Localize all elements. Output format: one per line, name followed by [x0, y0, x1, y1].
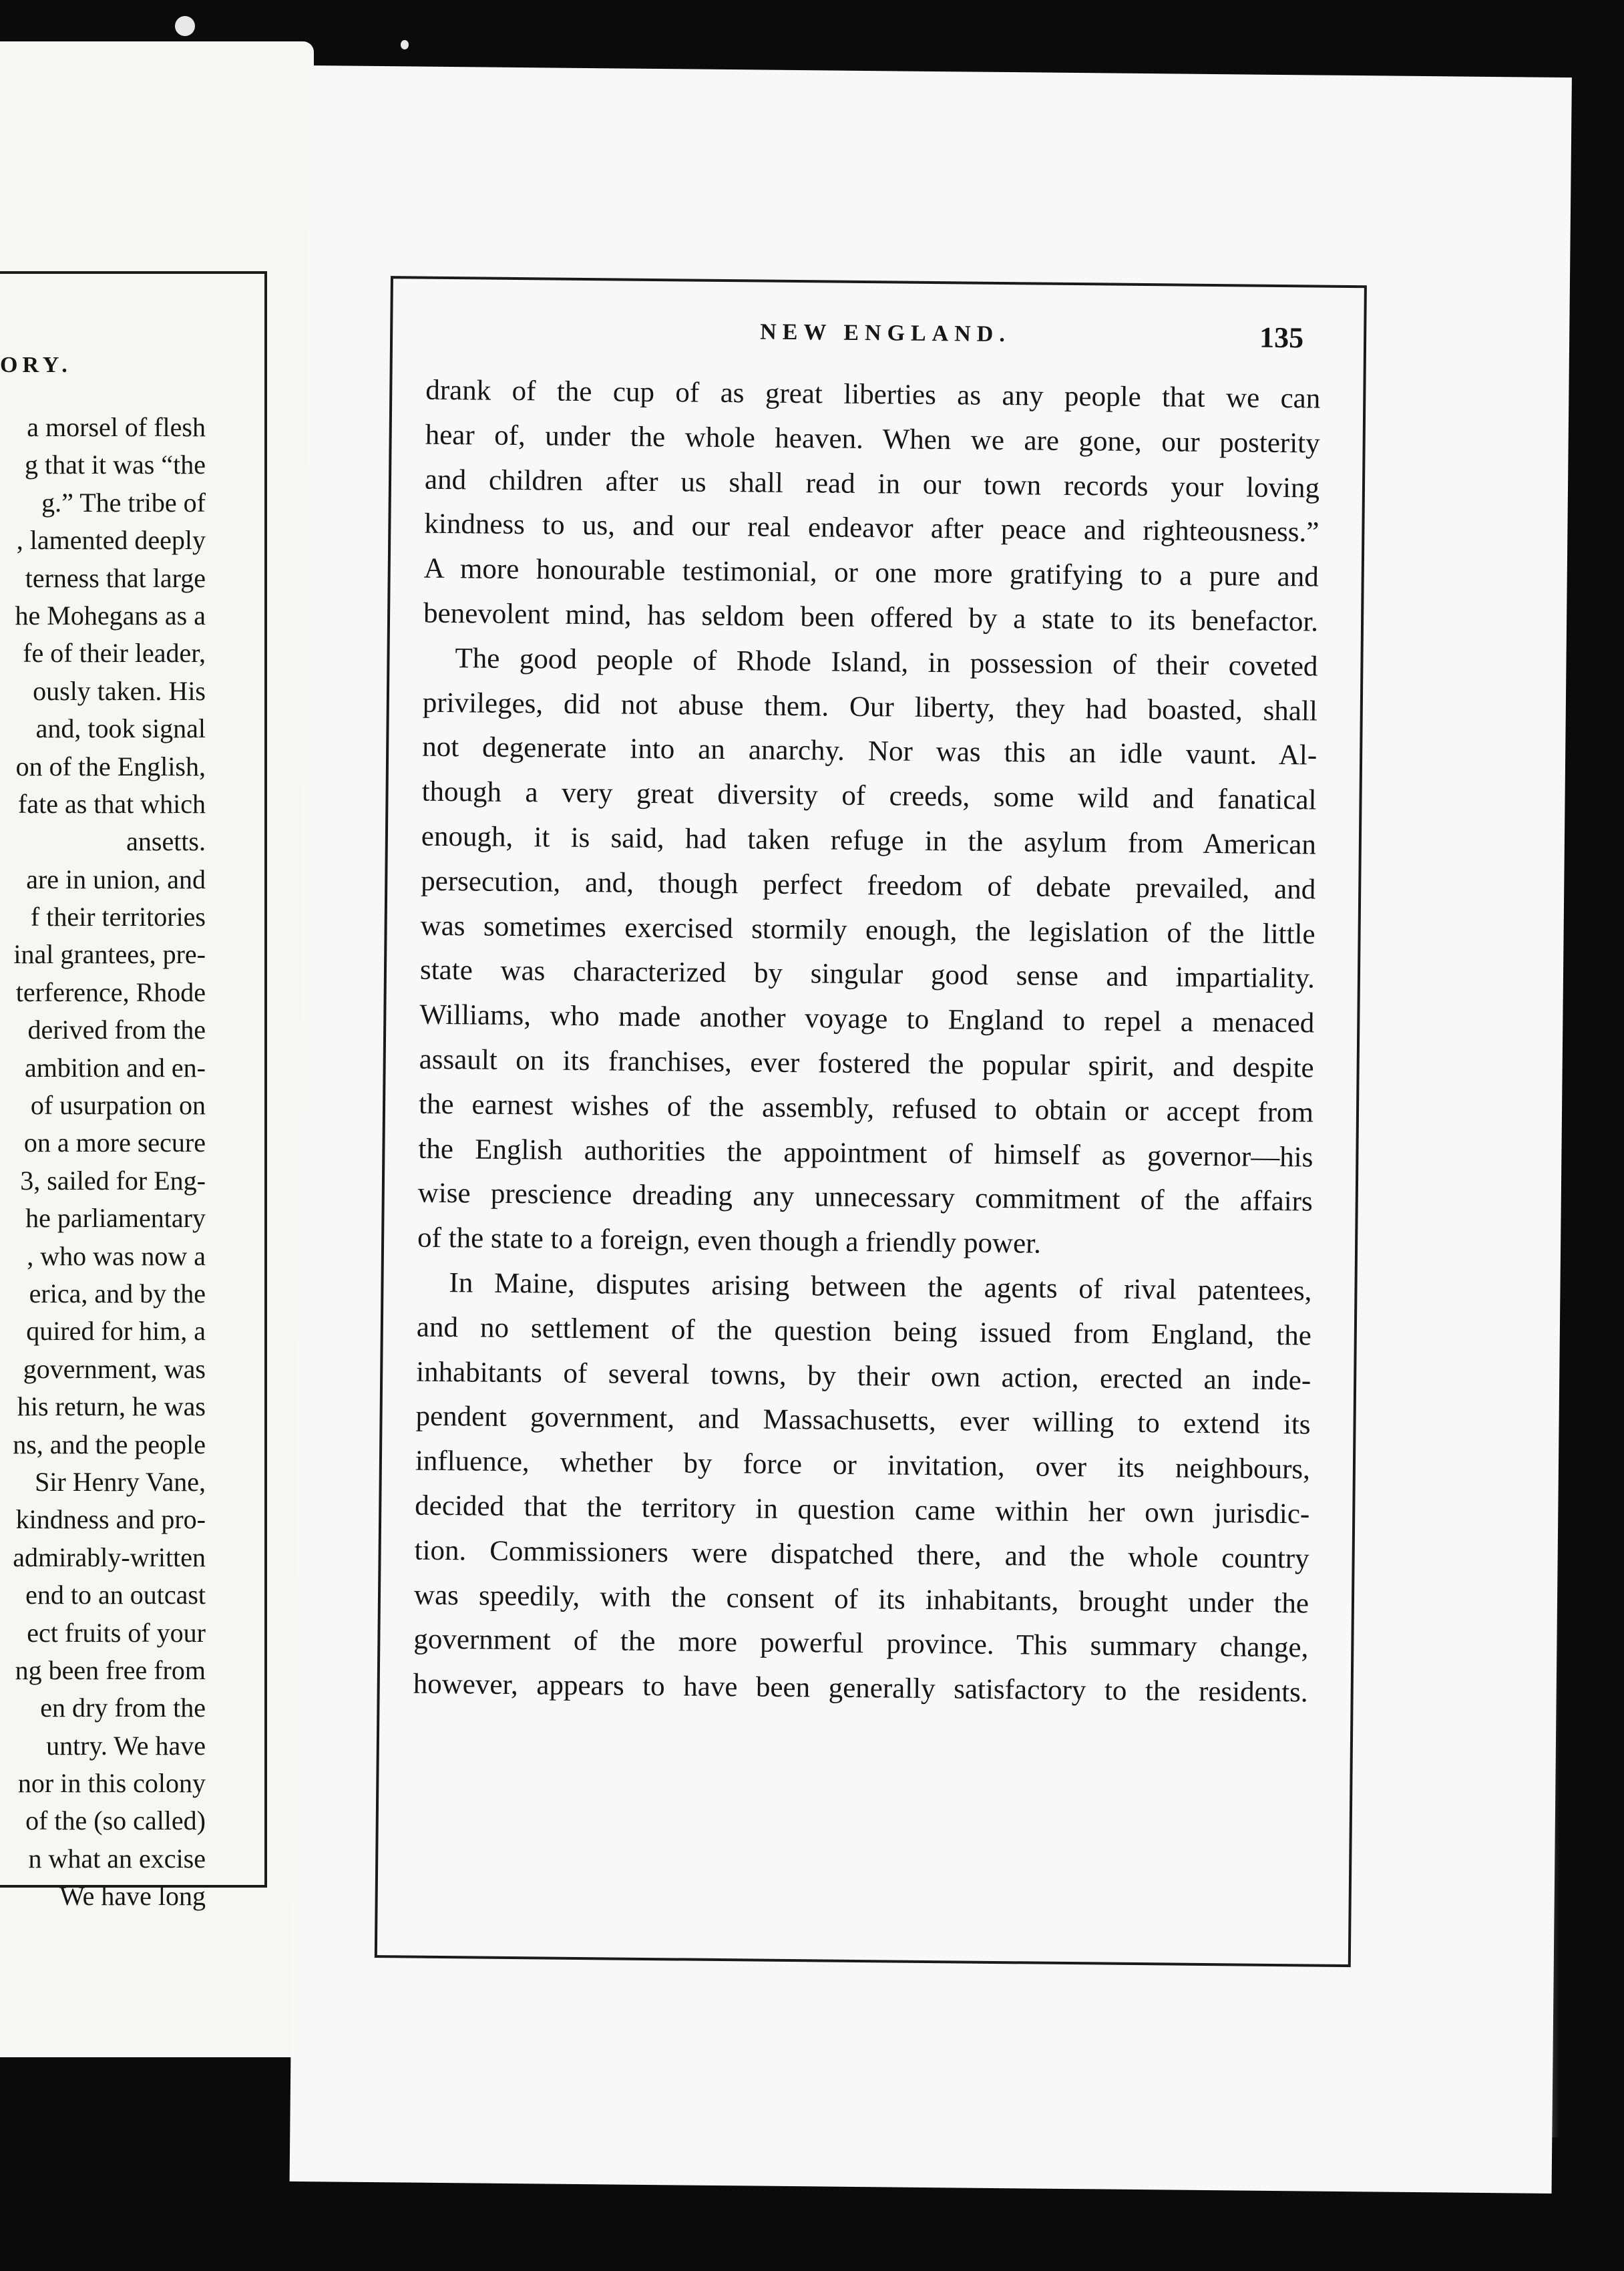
- text-line: and no settlement of the question being issued from England, the: [416, 1311, 1312, 1352]
- text-line: tion. Commissioners were dispatched there, and the whole country: [414, 1534, 1309, 1575]
- text-line: of the (so called): [25, 1805, 206, 1836]
- left-page: [0, 41, 314, 2057]
- text-line: benevolent mind, has seldom been offered by a state to its benefactor.: [423, 597, 1319, 638]
- text-line: n what an excise: [28, 1843, 206, 1874]
- text-line: hear of, under the whole heaven. When we are gone, our posterity: [425, 419, 1320, 460]
- text-line: pendent government, and Massachusetts, ever willing to extend its: [415, 1400, 1311, 1441]
- left-running-head: ORY.: [0, 353, 72, 377]
- dust-speck: [401, 40, 409, 49]
- text-line: Williams, who made another voyage to England to repel a menaced: [419, 999, 1315, 1039]
- text-line: and, took signal: [35, 713, 206, 744]
- text-line: ect fruits of your: [27, 1617, 206, 1648]
- text-line: nor in this colony: [17, 1768, 206, 1799]
- text-line: and children after us shall read in our town records your loving: [424, 464, 1320, 504]
- text-line: end to an outcast: [25, 1580, 206, 1610]
- text-line: inhabitants of several towns, by their own action, erected an inde-: [416, 1356, 1311, 1397]
- text-line: not degenerate into an anarchy. Nor was this an idle vaunt. Al-: [421, 731, 1317, 771]
- text-line: a morsel of flesh: [27, 412, 206, 442]
- text-line: enough, it is said, had taken refuge in the asylum from American: [421, 820, 1317, 861]
- text-line: ng been free from: [15, 1654, 206, 1685]
- text-line: however, appears to have been generally satisfactory to the residents.: [413, 1668, 1308, 1709]
- text-line: the English authorities the appointment of himself as governor—his: [418, 1133, 1313, 1174]
- text-line: the earnest wishes of the assembly, refused to obtain or accept from: [418, 1088, 1314, 1129]
- text-line: ously taken. His: [33, 675, 206, 706]
- text-line: government of the more powerful province. This summary change,: [413, 1623, 1309, 1664]
- text-line: , who was now a: [27, 1240, 206, 1271]
- text-line: Sir Henry Vane,: [35, 1466, 206, 1497]
- text-line: was speedily, with the consent of its inhabitants, brought under the: [413, 1579, 1309, 1619]
- text-line: ambition and en-: [24, 1052, 206, 1083]
- text-line: kindness and pro-: [15, 1504, 206, 1535]
- text-line: The good people of Rhode Island, in possession of their coveted: [455, 642, 1318, 683]
- right-page: [290, 65, 1572, 2194]
- text-line: untry. We have: [46, 1730, 206, 1761]
- text-line: derived from the: [27, 1015, 206, 1045]
- text-line: g.” The tribe of: [41, 487, 206, 518]
- text-line: his return, he was: [17, 1391, 206, 1422]
- dust-speck: [175, 16, 195, 36]
- text-line: g that it was “the: [24, 450, 206, 480]
- text-line: terference, Rhode: [15, 977, 206, 1007]
- text-line: on a more secure: [23, 1127, 206, 1158]
- text-line: privileges, did not abuse them. Our liberty, they had boasted, shall: [422, 687, 1318, 727]
- text-line: 3, sailed for Eng-: [20, 1165, 206, 1196]
- page-number: 135: [1259, 321, 1304, 355]
- text-line: We have long: [59, 1881, 206, 1912]
- running-head: NEW ENGLAND.: [760, 319, 1012, 347]
- text-line: fe of their leader,: [23, 638, 206, 669]
- text-line: , lamented deeply: [16, 525, 206, 556]
- text-line: ns, and the people: [13, 1429, 206, 1459]
- text-line: he Mohegans as a: [15, 600, 206, 631]
- text-line: en dry from the: [40, 1693, 206, 1723]
- text-line: terness that large: [25, 562, 206, 593]
- left-page-text: [0, 409, 206, 1916]
- text-line: drank of the cup of as great liberties as any people that we can: [425, 374, 1321, 415]
- text-line: quired for him, a: [26, 1316, 206, 1347]
- text-line: persecution, and, though perfect freedom of debate prevailed, and: [421, 865, 1316, 906]
- text-line: inal grantees, pre-: [13, 939, 206, 970]
- text-line: government, was: [23, 1353, 206, 1384]
- text-line: though a very great diversity of creeds, some wild and fanatical: [421, 775, 1317, 816]
- text-line: decided that the territory in question came within her own jurisdic-: [415, 1490, 1310, 1530]
- text-line: f their territories: [30, 902, 206, 932]
- text-line: of the state to a foreign, even though a friendly power.: [417, 1222, 1042, 1260]
- text-line: erica, and by the: [29, 1278, 206, 1308]
- text-line: on of the English,: [15, 751, 206, 781]
- text-line: admirably-written: [13, 1542, 206, 1572]
- text-line: In Maine, disputes arising between the agents of rival patentees,: [449, 1267, 1312, 1307]
- text-line: assault on its franchises, ever fostered the popular spirit, and despite: [419, 1043, 1314, 1084]
- text-line: state was characterized by singular good sense and impartiality.: [419, 954, 1315, 995]
- text-line: A more honourable testimonial, or one more gratifying to a pure and: [423, 552, 1319, 593]
- text-line: are in union, and: [26, 864, 206, 894]
- text-line: ansetts.: [126, 826, 206, 857]
- text-line: was sometimes exercised stormily enough, the legislation of the little: [420, 910, 1315, 950]
- text-line: fate as that which: [18, 788, 206, 819]
- text-line: influence, whether by force or invitation, over its neighbours,: [415, 1445, 1311, 1486]
- text-line: of usurpation on: [30, 1090, 206, 1121]
- text-line: wise prescience dreading any unnecessary commitment of the affairs: [417, 1177, 1313, 1218]
- text-line: kindness to us, and our real endeavor after peace and righteousness.”: [424, 508, 1320, 548]
- body-text: [413, 369, 1320, 1716]
- text-line: he parliamentary: [25, 1203, 206, 1234]
